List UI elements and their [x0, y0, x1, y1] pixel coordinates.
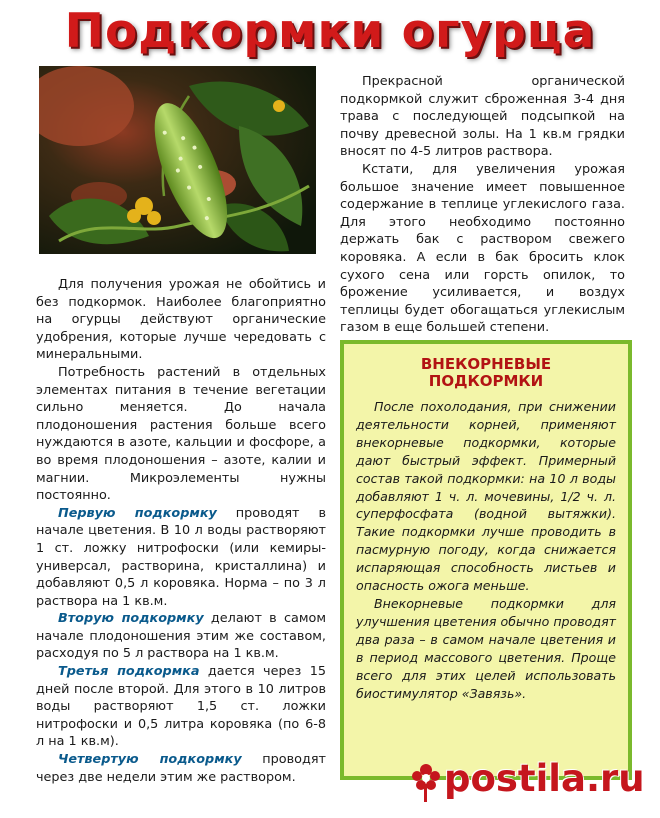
organic-feeding-paragraph: Прекрасной органической подкормкой служит сброженная 3-4 дня трава с последующей подсыпкой на почву древесной золы. На 1 кв.м грядки вносят по 4-5 литров раствора.	[340, 74, 625, 160]
third-feeding-lead: Третья подкормка	[58, 664, 200, 680]
third-feeding-paragraph	[36, 663, 326, 751]
second-feeding-text: делают в самом начале плодоношения этим же составом, расходуя по 5 л раствора на 1 кв.м.	[36, 611, 326, 662]
fourth-feeding-lead: Четвертую подкормку	[58, 752, 242, 768]
intro-paragraph: Для получения урожая не обойтись и без подкормок. Наиболее благоприятно на огурцы действуют органические удобрения, которые лучше чередовать с минеральными.	[36, 277, 326, 363]
sidebar-paragraph-2: Внекорневые подкормки для улучшения цветения обычно проводят два раза – в самом начале цветения и в период массового цветения. Проще всего для этих целей использовать биостимулятор «Завязь».	[356, 595, 616, 701]
co2-paragraph: Кстати, для увеличения урожая большое значение имеет повышенное содержание в теплице углекислого газа. Для этого необходимо постоянно держать бак с раствором свежего коровяка. А если в бак бросить клок сухого сена или горсть опилок, то брожение усиливается, и воздух теплицы будет обогащаться углекислым газом в еще большей степени.	[340, 161, 625, 336]
sidebar-paragraph-1: После похолодания, при снижении деятельности корней, применяют внекорневые подкормки, которые дают быстрый эффект. Примерный состав такой подкормки: на 10 л воды добавляют 1 ч. л. мочевины, 1/2 ч. л. суперфосфата (водной вытяжки). Такие подкормки лучше проводить в пасмурную погоду, когда снижается испаряющая способность листьев и опасность ожога меньше.	[356, 399, 616, 594]
postila-watermark: postila.ru	[444, 757, 645, 800]
second-feeding-lead: Вторую подкормку	[58, 611, 204, 627]
article-title: Подкормки огурца	[64, 4, 596, 59]
sidebar-title	[356, 356, 616, 390]
sidebar-title-line1: ВНЕКОРНЕВЫЕ	[420, 355, 552, 373]
left-column	[36, 276, 326, 786]
second-feeding-paragraph	[36, 610, 326, 663]
sidebar-text	[356, 398, 616, 702]
postila-flower-icon	[408, 760, 444, 802]
sidebar-title-line2: ПОДКОРМКИ	[428, 372, 544, 390]
first-feeding-text: проводят в начале цветения. В 10 л воды растворяют 1 ст. ложку нитрофоски (или кемиры-универсал, растворина, кристаллина) и добавляют 0,5 л коровяка. Норма – по 3 л раствора на 1 кв.м.	[36, 505, 326, 609]
foliar-feeding-sidebar	[340, 340, 632, 780]
first-feeding-paragraph	[36, 505, 326, 611]
first-feeding-lead: Первую подкормку	[58, 505, 217, 521]
cucumber-photo	[39, 66, 316, 254]
nutrients-paragraph: Потребность растений в отдельных элементах питания в течение вегетации сильно меняется. До начала плодоношения растения больше всего нуждаются в азоте, кальции и фосфоре, а во время плодоношения – азоте, калии и магнии. Микроэлементы нужны постоянно.	[36, 364, 326, 504]
right-column	[340, 73, 625, 337]
third-feeding-text: дается через 15 дней после второй. Для этого в 10 литров воды растворяют 1,5 ст. ложки нитрофоски и 0,5 литра коровяка (по 6-8 л на 1 кв.м).	[36, 664, 326, 750]
fourth-feeding-text: проводят через две недели этим же раствором.	[36, 752, 327, 785]
fourth-feeding-paragraph	[36, 751, 326, 786]
